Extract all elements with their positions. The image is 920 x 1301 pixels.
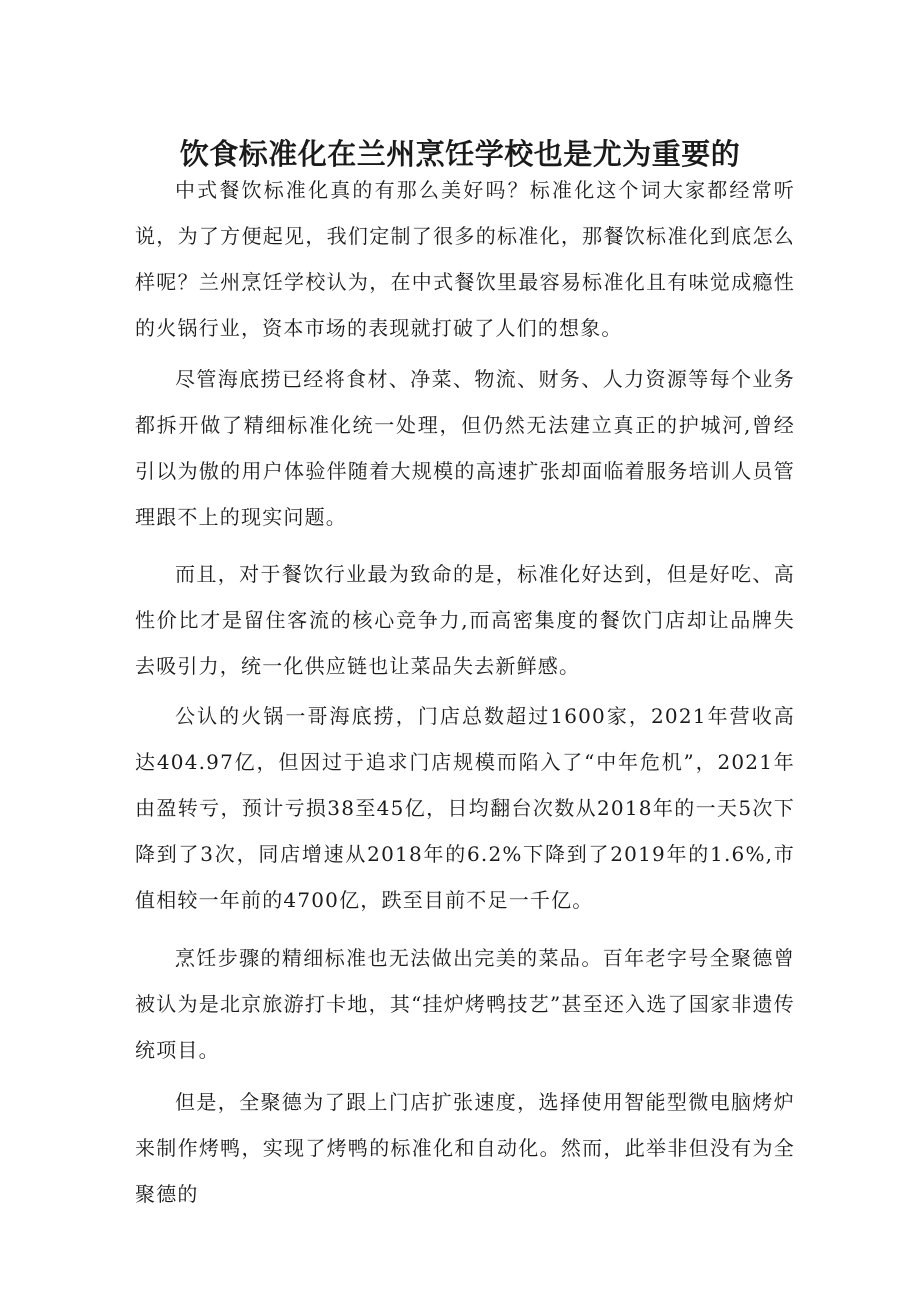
document-title: 饮食标准化在兰州烹饪学校也是尤为重要的 — [179, 137, 741, 172]
paragraph: 尽管海底捞已经将食材、净菜、物流、财务、人力资源等每个业务都拆开做了精细标准化统一处理，但仍然无法建立真正的护城河,曾经引以为傲的用户体验伴随着大规模的高速扩张却面临着服务培训人员管理跟不上的现实问题。 — [135, 367, 795, 529]
paragraph: 而且，对于餐饮行业最为致命的是，标准化好达到，但是好吃、高性价比才是留住客流的核心竞争力,而高密集度的餐饮门店却让品牌失去吸引力，统一化供应链也让菜品失去新鲜感。 — [135, 562, 795, 678]
paragraph: 烹饪步骤的精细标准也无法做出完美的菜品。百年老字号全聚德曾被认为是北京旅游打卡地，其“挂炉烤鸭技艺”甚至还入选了国家非遗传统项目。 — [135, 946, 795, 1062]
paragraph: 中式餐饮标准化真的有那么美好吗？标准化这个词大家都经常听说，为了方便起见，我们定制了很多的标准化，那餐饮标准化到底怎么样呢？兰州烹饪学校认为，在中式餐饮里最容易标准化且有味觉成瘾性的火锅行业，资本市场的表现就打破了人们的想象。 — [135, 178, 795, 340]
paragraph: 但是，全聚德为了跟上门店扩张速度，选择使用智能型微电脑烤炉来制作烤鸭，实现了烤鸭的标准化和自动化。然而，此举非但没有为全聚德的 — [135, 1090, 795, 1206]
paragraph: 公认的火锅一哥海底捞，门店总数超过1600家，2021年营收高达404.97亿，但因过于追求门店规模而陷入了“中年危机”，2021年由盈转亏，预计亏损38至45亿，日均翻台次数从2018年的一天5次下降到了3次，同店增速从2018年的6.2%下降到了2019年的1.6%,市值相较一年前的4700亿，跌至目前不足一千亿。 — [135, 704, 795, 912]
